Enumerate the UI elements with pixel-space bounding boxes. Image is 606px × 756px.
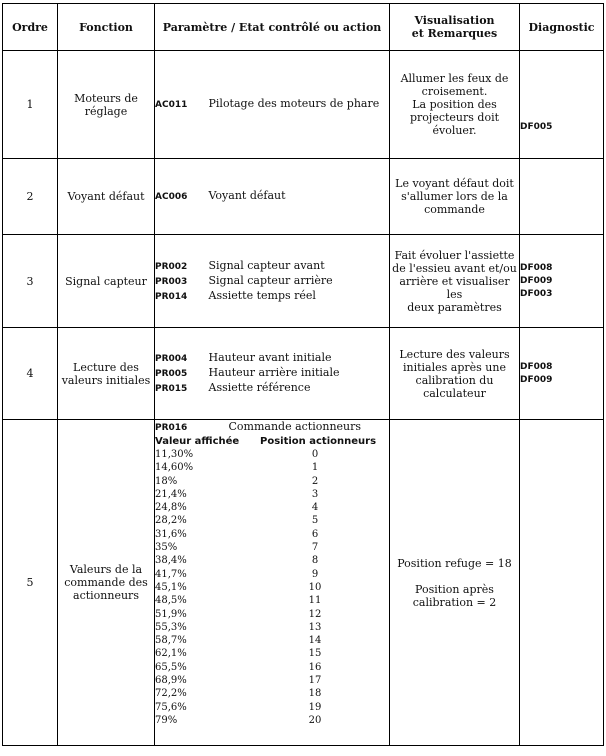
table-row	[3, 420, 604, 746]
displayed-value: 45,1%	[155, 581, 187, 593]
table-row	[3, 159, 604, 235]
displayed-value: 58,7%	[155, 635, 187, 647]
param-label: Hauteur arrière initiale	[208, 366, 340, 379]
table-row	[3, 235, 604, 328]
fonction-line: Voyant défaut	[67, 190, 145, 203]
diagnostic-table	[2, 3, 604, 746]
param-entry	[155, 289, 389, 304]
actuator-position: 12	[308, 608, 322, 620]
remarque-line: calibration du	[415, 373, 494, 387]
remarque-line: Le voyant défaut doit	[395, 177, 514, 190]
diagnostic-code: DF009	[520, 275, 553, 286]
value-row	[155, 701, 389, 714]
parametre-cell	[155, 159, 390, 235]
value-row	[155, 687, 389, 700]
value-row	[155, 674, 389, 687]
actuator-position: 14	[308, 635, 322, 647]
remarque-line: deux paramètres	[407, 300, 502, 314]
param-entry	[155, 351, 389, 366]
fonction-line: commande des	[64, 576, 148, 589]
fonction-cell	[58, 420, 155, 746]
displayed-value: 14,60%	[155, 462, 194, 474]
diagnostic-cell	[520, 51, 604, 159]
remarque-line: Allumer les feux de	[400, 72, 509, 85]
displayed-value: 31,6%	[155, 528, 187, 540]
header-parametre: Paramètre / Etat contrôlé ou action	[155, 4, 390, 51]
remarques-cell	[390, 420, 520, 746]
param-code: PR002	[155, 261, 188, 272]
remarque-line: de l'essieu avant et/ou	[392, 261, 517, 275]
remarque-line: commande	[424, 203, 485, 216]
param-code: PR005	[155, 369, 188, 379]
displayed-value: 68,9%	[155, 675, 187, 687]
remarques-cell	[390, 235, 520, 328]
fonction-cell	[58, 235, 155, 328]
table-row	[3, 51, 604, 159]
fonction-cell	[58, 328, 155, 420]
actuator-position: 18	[308, 688, 322, 700]
value-row	[155, 461, 389, 474]
param-code: PR014	[155, 291, 188, 302]
displayed-value: 18%	[155, 475, 178, 487]
parametre-cell	[155, 235, 390, 328]
header-diagnostic: Diagnostic	[520, 4, 604, 51]
parametre-cell	[155, 51, 390, 159]
displayed-value: 24,8%	[155, 502, 187, 514]
fonction-line: valeurs initiales	[61, 373, 151, 387]
displayed-value: 65,5%	[155, 661, 187, 673]
value-row	[155, 514, 389, 527]
displayed-value: 79%	[155, 714, 178, 726]
actuator-position: 15	[308, 648, 322, 660]
header-visualisation-line1: Visualisation	[414, 14, 495, 27]
parametre-cell	[155, 328, 390, 420]
header-ordre: Ordre	[3, 4, 58, 51]
param-code: PR003	[155, 276, 188, 287]
value-row	[155, 634, 389, 647]
remarque-line: évoluer.	[432, 124, 477, 137]
displayed-value: 11,30%	[155, 449, 194, 460]
actuator-position: 17	[308, 675, 322, 687]
actuator-position: 16	[308, 661, 322, 673]
remarque-line: croisement.	[421, 85, 488, 98]
value-row	[155, 541, 389, 554]
displayed-value: 35%	[155, 542, 178, 554]
actuator-position: 1	[311, 462, 319, 474]
param-entry	[155, 97, 389, 112]
diagnostic-code: DF008	[520, 361, 553, 372]
value-row	[155, 528, 389, 541]
param-entry	[155, 366, 389, 381]
header-row	[3, 4, 604, 51]
actuator-position: 11	[308, 595, 322, 607]
values-header-value: Valeur affichée	[155, 436, 240, 447]
param-entry	[155, 381, 389, 396]
value-row	[155, 714, 389, 727]
value-row	[155, 608, 389, 621]
param-code: PR016	[155, 423, 188, 433]
actuator-position: 13	[308, 621, 322, 633]
diagnostic-cell	[520, 328, 604, 420]
param-entry	[155, 259, 389, 274]
remarque-line: Lecture des valeurs	[399, 347, 510, 361]
fonction-line: Moteurs de	[74, 91, 138, 105]
header-visualisation-line2: et Remarques	[411, 27, 498, 40]
value-row	[155, 621, 389, 634]
remarques-cell	[390, 328, 520, 420]
actuator-position: 20	[308, 714, 322, 726]
displayed-value: 21,4%	[155, 488, 187, 500]
diagnostic-code: DF005	[520, 122, 553, 132]
value-row	[155, 647, 389, 660]
values-list	[155, 448, 389, 727]
displayed-value: 72,2%	[155, 688, 187, 700]
fonction-line: Signal capteur	[65, 274, 147, 288]
actuator-position: 5	[311, 515, 319, 527]
header-visualisation	[390, 4, 520, 51]
remarque-line: La position des	[412, 98, 497, 111]
diagnostic-cell	[520, 420, 604, 746]
remarque-line: arrière et visualiser les	[399, 274, 510, 301]
param-entry	[155, 420, 389, 435]
values-header-position: Position actionneurs	[260, 436, 377, 447]
value-row	[155, 501, 389, 514]
displayed-value: 51,9%	[155, 608, 187, 620]
param-label: Commande actionneurs	[228, 420, 362, 433]
param-label: Hauteur avant initiale	[208, 351, 332, 364]
actuator-position: 3	[311, 488, 319, 500]
value-row	[155, 568, 389, 581]
remarque-line: initiales après une	[403, 360, 506, 374]
remarques-cell	[390, 51, 520, 159]
diagnostic-code: DF008	[520, 262, 553, 273]
remarques-cell	[390, 159, 520, 235]
ordre-cell: 1	[3, 51, 58, 159]
values-header	[155, 435, 389, 448]
fonction-line: Lecture des	[73, 360, 139, 374]
value-row	[155, 554, 389, 567]
displayed-value: 38,4%	[155, 555, 187, 567]
actuator-position: 4	[311, 502, 319, 514]
actuator-position: 9	[311, 568, 319, 580]
remarque-line: calculateur	[423, 386, 486, 400]
param-label: Signal capteur arrière	[208, 273, 333, 287]
remarque-line: Position après	[415, 582, 494, 596]
diagnostic-cell	[520, 235, 604, 328]
actuator-position: 2	[311, 475, 319, 487]
ordre-cell: 3	[3, 235, 58, 328]
value-row	[155, 475, 389, 488]
remarque-line: Position refuge = 18	[397, 556, 512, 570]
displayed-value: 41,7%	[155, 568, 187, 580]
fonction-line: actionneurs	[73, 589, 139, 602]
value-row	[155, 661, 389, 674]
value-row	[155, 488, 389, 501]
actuator-position: 6	[311, 528, 319, 540]
displayed-value: 28,2%	[155, 515, 187, 527]
displayed-value: 55,3%	[155, 621, 187, 633]
displayed-value: 62,1%	[155, 648, 187, 660]
ordre-cell: 4	[3, 328, 58, 420]
value-row	[155, 594, 389, 607]
header-fonction: Fonction	[58, 4, 155, 51]
value-row	[155, 581, 389, 594]
actuator-position: 7	[311, 542, 319, 554]
param-label: Pilotage des moteurs de phare	[208, 97, 380, 110]
fonction-line: réglage	[84, 104, 128, 118]
param-entry	[155, 189, 389, 204]
param-label: Assiette temps réel	[208, 288, 316, 302]
value-row	[155, 448, 389, 461]
parametre-cell	[155, 420, 390, 746]
diagnostic-code: DF009	[520, 374, 553, 385]
displayed-value: 48,5%	[155, 595, 187, 607]
fonction-cell	[58, 51, 155, 159]
remarque-line: projecteurs doit	[409, 111, 500, 124]
ordre-cell: 2	[3, 159, 58, 235]
displayed-value: 75,6%	[155, 701, 187, 713]
actuator-position: 10	[308, 581, 322, 593]
param-code: AC006	[155, 192, 188, 202]
param-label: Voyant défaut	[208, 189, 286, 202]
remarque-line: s'allumer lors de la	[401, 190, 508, 203]
table-row	[3, 328, 604, 420]
param-label: Signal capteur avant	[208, 258, 325, 272]
diagnostic-cell	[520, 159, 604, 235]
remarque-line: Fait évoluer l'assiette	[394, 248, 515, 262]
param-label: Assiette référence	[208, 381, 311, 394]
param-entry	[155, 274, 389, 289]
param-code: PR015	[155, 384, 188, 394]
param-code: PR004	[155, 354, 188, 364]
actuator-position: 0	[311, 449, 319, 460]
fonction-cell	[58, 159, 155, 235]
fonction-line: Valeurs de la	[69, 563, 143, 576]
actuator-position: 19	[308, 701, 322, 713]
remarque-line: calibration = 2	[412, 595, 497, 609]
param-code: AC011	[155, 100, 188, 110]
actuator-position: 8	[311, 555, 319, 567]
ordre-cell: 5	[3, 420, 58, 746]
diagnostic-code: DF003	[520, 288, 553, 299]
